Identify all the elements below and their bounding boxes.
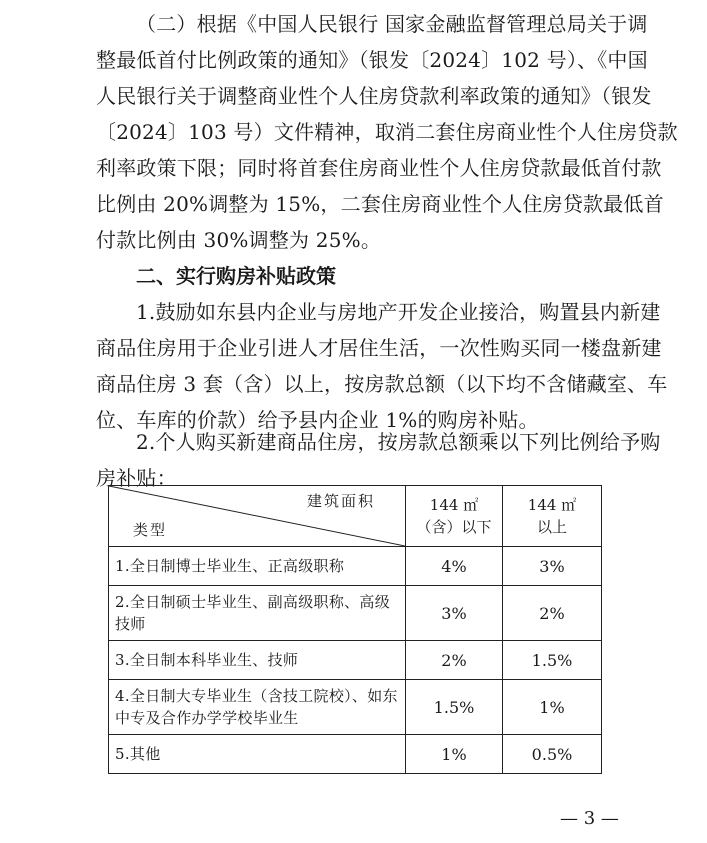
table-row <box>109 680 602 735</box>
category-cell: 5.其他 <box>109 735 406 774</box>
text-line: 比例由 20%调整为 15%，二套住房商业性个人住房贷款最低首 <box>96 192 664 216</box>
text-line: 整最低首付比例政策的通知》（银发〔2024〕102 号）、《中国 <box>96 48 648 72</box>
text-line: 付款比例由 30%调整为 25%。 <box>96 228 382 252</box>
rate-small-cell: 2% <box>406 641 503 680</box>
column-header-small <box>406 486 503 547</box>
rate-small-cell: 1.5% <box>406 680 503 735</box>
rate-large-cell: 3% <box>503 547 602 586</box>
text-line: 2.个人购买新建商品住房，按房款总额乘以下列比例给予购 <box>136 430 661 454</box>
section-heading: 二、实行购房补贴政策 <box>136 264 336 288</box>
rate-large-cell: 2% <box>503 586 602 641</box>
page-number: — 3 — <box>560 808 619 829</box>
category-cell: 2.全日制硕士毕业生、副高级职称、高级技师 <box>109 586 406 641</box>
rate-large-cell: 0.5% <box>503 735 602 774</box>
category-cell: 4.全日制大专毕业生（含技工院校）、如东中专及合作办学学校毕业生 <box>109 680 406 735</box>
rate-small-cell: 3% <box>406 586 503 641</box>
paragraph-mortgage-policy <box>96 6 678 258</box>
paragraph-enterprise-subsidy <box>96 294 668 438</box>
rate-small-cell: 1% <box>406 735 503 774</box>
table-row <box>109 641 602 680</box>
row-header-type: 类型 <box>133 521 168 539</box>
column-header-large <box>503 486 602 547</box>
text-line: 位、车库的价款）给予县内企业 1%的购房补贴。 <box>96 408 539 432</box>
table-row <box>109 547 602 586</box>
text-line: 〔2024〕103 号）文件精神，取消二套住房商业性个人住房贷款 <box>96 120 678 144</box>
text-line: 商品住房 3 套（含）以上，按房款总额（以下均不含储藏室、车 <box>96 372 668 396</box>
table-row <box>109 586 602 641</box>
text-line: 房补贴： <box>96 466 177 490</box>
text-line: 1.鼓励如东县内企业与房地产开发企业接洽，购置县内新建 <box>136 300 661 324</box>
header-text: 144 ㎡ <box>527 496 577 514</box>
rate-large-cell: 1% <box>503 680 602 735</box>
header-text: 以上 <box>536 518 567 536</box>
text-line: 商品住房用于企业引进人才居住生活，一次性购买同一楼盘新建 <box>96 336 662 360</box>
table-corner-cell <box>109 486 406 547</box>
subsidy-rate-table <box>108 485 602 774</box>
table-header-row <box>109 486 602 547</box>
category-cell: 1.全日制博士毕业生、正高级职称 <box>109 547 406 586</box>
text-line: 人民银行关于调整商业性个人住房贷款利率政策的通知》（银发 <box>96 84 652 108</box>
rate-small-cell: 4% <box>406 547 503 586</box>
column-header-area: 建筑面积 <box>306 492 375 510</box>
header-text: （含）以下 <box>416 518 492 536</box>
text-line: 利率政策下限；同时将首套住房商业性个人住房贷款最低首付款 <box>96 156 662 180</box>
header-text: 144 ㎡ <box>429 496 479 514</box>
rate-large-cell: 1.5% <box>503 641 602 680</box>
table-row <box>109 735 602 774</box>
category-cell: 3.全日制本科毕业生、技师 <box>109 641 406 680</box>
text-line: （二）根据《中国人民银行 国家金融监督管理总局关于调 <box>136 12 648 36</box>
